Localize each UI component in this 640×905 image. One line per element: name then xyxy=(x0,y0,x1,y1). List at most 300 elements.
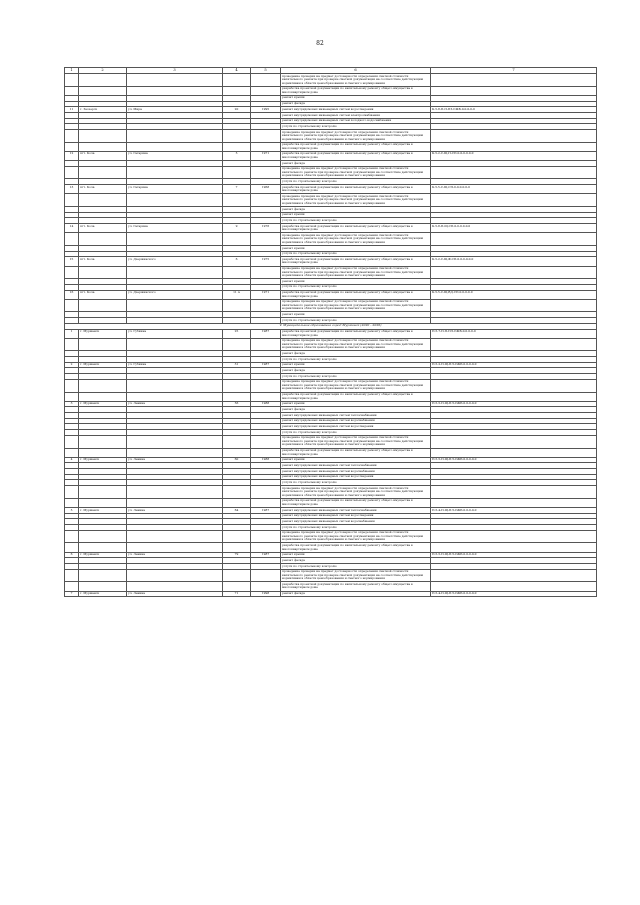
street-cell: ул. Ленина xyxy=(127,457,223,463)
row-number-cell: 11 xyxy=(65,107,79,113)
table-row xyxy=(65,130,597,143)
work-type-cell: проведение проверки на предмет достоверности определения сметной стоимости капитального ремонта при проверке сметной документации на соответствие действующим нормативам в области ценообразования и сметного нормирования xyxy=(281,130,431,143)
locality-cell xyxy=(79,74,127,87)
locality-cell xyxy=(79,543,127,552)
work-type-cell: услуги по строительному контролю xyxy=(281,179,431,185)
work-type-cell: услуги по строительному контролю xyxy=(281,284,431,290)
locality-cell xyxy=(79,435,127,448)
year-cell xyxy=(251,486,281,499)
locality-cell xyxy=(79,530,127,543)
house-number-cell xyxy=(223,74,251,87)
work-type-cell: услуги по строительному контролю xyxy=(281,124,431,130)
year-cell xyxy=(251,435,281,448)
street-cell xyxy=(127,338,223,351)
street-cell xyxy=(127,299,223,312)
row-number-cell: 2 xyxy=(65,362,79,368)
locality-cell xyxy=(79,448,127,457)
house-number-cell: 60 xyxy=(223,457,251,463)
locality-cell: г. Мурманск xyxy=(79,508,127,514)
work-type-cell: услуги по строительному контролю xyxy=(281,430,431,436)
table-row xyxy=(65,591,597,597)
year-cell: 1987 xyxy=(251,362,281,368)
row-number-cell: 4 xyxy=(65,457,79,463)
street-cell: ул. Гагарина xyxy=(127,185,223,194)
work-type-cell: разработка проектной документации по капитальному ремонту общего имущества в многоквартирном доме xyxy=(281,224,431,233)
work-type-cell: проведение проверки на предмет достоверности определения сметной стоимости капитального ремонта при проверке сметной документации на соответствие действующим нормативам в области ценообразования и сметного нормирования xyxy=(281,486,431,499)
work-type-cell: проведение проверки на предмет достоверности определения сметной стоимости капитального ремонта при проверке сметной документации на соответствие действующим нормативам в области ценообразования и сметного нормирования xyxy=(281,166,431,179)
row-number-cell: 14 xyxy=(65,224,79,233)
work-type-cell: проведение проверки на предмет достоверности определения сметной стоимости капитального ремонта при проверке сметной документации на соответствие действующим нормативам в области ценообразования и сметного нормирования xyxy=(281,194,431,207)
building-code-cell xyxy=(431,569,597,582)
work-type-cell: проведение проверки на предмет достоверности определения сметной стоимости капитального ремонта при проверке сметной документации на соответствие действующим нормативам в области ценообразования и сметного нормирования xyxy=(281,338,431,351)
table-row xyxy=(65,151,597,160)
column-header: 3 xyxy=(127,68,223,74)
row-number-cell: 16 xyxy=(65,290,79,299)
year-cell: 1975 xyxy=(251,257,281,266)
house-number-cell xyxy=(223,498,251,507)
street-cell: ул. Губкина xyxy=(127,329,223,338)
building-code-cell xyxy=(431,142,597,151)
table-row xyxy=(65,194,597,207)
house-number-cell xyxy=(223,543,251,552)
street-cell xyxy=(127,194,223,207)
column-header: 7 xyxy=(431,68,597,74)
year-cell: 1968 xyxy=(251,185,281,194)
year-cell xyxy=(251,448,281,457)
table-row xyxy=(65,379,597,392)
work-type-cell: разработка проектной документации по капитальному ремонту общего имущества в многоквартирном доме xyxy=(281,582,431,591)
work-type-cell: разработка проектной документации по капитальному ремонту общего имущества в многоквартирном доме xyxy=(281,86,431,95)
table-row xyxy=(65,392,597,401)
column-header: 2 xyxy=(79,68,127,74)
row-number-cell xyxy=(65,86,79,95)
locality-cell: г. Мурманск xyxy=(79,591,127,597)
work-type-cell: ремонт внутридомовых инженерных систем водоотведения xyxy=(281,107,431,113)
street-cell xyxy=(127,142,223,151)
building-code-cell xyxy=(431,266,597,279)
year-cell xyxy=(251,569,281,582)
building-code-cell xyxy=(431,194,597,207)
year-cell xyxy=(251,498,281,507)
table-row xyxy=(65,582,597,591)
row-number-cell xyxy=(65,569,79,582)
work-type-cell: ремонт внутридомовых инженерных систем водоотведения xyxy=(281,513,431,519)
work-type-cell: услуги по строительному контролю xyxy=(281,374,431,380)
work-type-cell: разработка проектной документации по капитальному ремонту общего имущества в многоквартирном доме xyxy=(281,257,431,266)
table-row xyxy=(65,329,597,338)
locality-cell: пгт. Кола xyxy=(79,224,127,233)
work-type-cell: ремонт внутридомовых инженерных систем водоотведения xyxy=(281,474,431,480)
work-type-cell: проведение проверки на предмет достоверности определения сметной стоимости капитального ремонта при проверке сметной документации на соответствие действующим нормативам в области ценообразования и сметного нормирования xyxy=(281,569,431,582)
house-number-cell xyxy=(223,569,251,582)
row-number-cell: 12 xyxy=(65,151,79,160)
building-code-cell: К-5-5-С-Щ-СП-0-0-0-0-0-0 xyxy=(431,185,597,194)
row-number-cell xyxy=(65,543,79,552)
table-row xyxy=(65,569,597,582)
building-code-cell xyxy=(431,299,597,312)
row-number-cell xyxy=(65,338,79,351)
work-type-cell: услуги по строительному контролю xyxy=(281,251,431,257)
locality-cell xyxy=(79,130,127,143)
work-type-cell: ремонт крыши xyxy=(281,552,431,558)
street-cell xyxy=(127,448,223,457)
house-number-cell: 31 xyxy=(223,362,251,368)
house-number-cell xyxy=(223,166,251,179)
locality-cell xyxy=(79,142,127,151)
row-number-cell xyxy=(65,142,79,151)
street-cell xyxy=(127,486,223,499)
year-cell: 1988 xyxy=(251,457,281,463)
work-type-cell: проведение проверки на предмет достоверности определения сметной стоимости капитального ремонта при проверке сметной документации на соответствие действующим нормативам в области ценообразования и сметного нормирования xyxy=(281,299,431,312)
work-type-cell: ремонт фасада xyxy=(281,407,431,413)
house-number-cell xyxy=(223,486,251,499)
locality-cell: г. Мурманск xyxy=(79,362,127,368)
year-cell xyxy=(251,299,281,312)
work-type-cell: проведение проверки на предмет достоверности определения сметной стоимости капитального ремонта при проверке сметной документации на соответствие действующим нормативам в области ценообразования и сметного нормирования xyxy=(281,435,431,448)
year-cell xyxy=(251,74,281,87)
page-number: 82 xyxy=(316,40,324,47)
locality-cell: г. Заозерск xyxy=(79,107,127,113)
building-code-cell xyxy=(431,130,597,143)
locality-cell xyxy=(79,266,127,279)
work-type-cell: ремонт фасада xyxy=(281,368,431,374)
row-number-cell xyxy=(65,392,79,401)
capital-repair-table xyxy=(64,67,597,597)
house-number-cell: 20 xyxy=(223,107,251,113)
house-number-cell xyxy=(223,130,251,143)
building-code-cell xyxy=(431,582,597,591)
building-code-cell: П-5-2-П-Щ-ПЛ-СЖБ-0-0-0-0-0 xyxy=(431,362,597,368)
work-type-cell: проведение проверки на предмет достоверности определения сметной стоимости капитального ремонта при проверке сметной документации на соответствие действующим нормативам в области ценообразования и сметного нормирования xyxy=(281,379,431,392)
work-type-cell: услуги по строительному контролю xyxy=(281,480,431,486)
year-cell: 1987 xyxy=(251,329,281,338)
house-number-cell: 56 xyxy=(223,401,251,407)
work-type-cell: услуги по строительному контролю xyxy=(281,357,431,363)
table-row xyxy=(65,290,597,299)
street-cell xyxy=(127,498,223,507)
work-type-cell: ремонт крыши xyxy=(281,245,431,251)
year-cell: 1987 xyxy=(251,552,281,558)
work-type-cell: услуги по строительному контролю xyxy=(281,525,431,531)
year-cell: 1995 xyxy=(251,107,281,113)
locality-cell xyxy=(79,233,127,246)
building-code-cell xyxy=(431,338,597,351)
building-code-cell xyxy=(431,486,597,499)
house-number-cell xyxy=(223,379,251,392)
street-cell: ул. Гагарина xyxy=(127,151,223,160)
house-number-cell xyxy=(223,448,251,457)
row-number-cell xyxy=(65,266,79,279)
street-cell xyxy=(127,166,223,179)
year-cell xyxy=(251,543,281,552)
row-number-cell: 7 xyxy=(65,591,79,597)
building-code-cell: П-5-4-П-Щ-ПЛ-СЖБ-0-0-0-0-0 xyxy=(431,591,597,597)
row-number-cell: 3 xyxy=(65,401,79,407)
locality-cell xyxy=(79,166,127,179)
locality-cell xyxy=(79,299,127,312)
work-type-cell: ремонт крыши xyxy=(281,212,431,218)
year-cell xyxy=(251,338,281,351)
house-number-cell xyxy=(223,233,251,246)
house-number-cell: 25 xyxy=(223,329,251,338)
work-type-cell: разработка проектной документации по капитальному ремонту общего имущества в многоквартирном доме xyxy=(281,543,431,552)
house-number-cell: 6 xyxy=(223,257,251,266)
row-number-cell xyxy=(65,448,79,457)
house-number-cell: 71 xyxy=(223,591,251,597)
row-number-cell xyxy=(65,379,79,392)
building-code-cell xyxy=(431,166,597,179)
building-code-cell xyxy=(431,379,597,392)
work-type-cell: разработка проектной документации по капитальному ремонту общего имущества в многоквартирном доме xyxy=(281,329,431,338)
work-type-cell: услуги по строительному контролю xyxy=(281,318,431,324)
year-cell: 1971 xyxy=(251,290,281,299)
table-row xyxy=(65,486,597,499)
work-type-cell: разработка проектной документации по капитальному ремонту общего имущества в многоквартирном доме xyxy=(281,142,431,151)
house-number-cell: 64 xyxy=(223,508,251,514)
street-cell xyxy=(127,582,223,591)
house-number-cell xyxy=(223,142,251,151)
table-row xyxy=(65,338,597,351)
table-row xyxy=(65,224,597,233)
work-type-cell: проведение проверки на предмет достоверности определения сметной стоимости капитального ремонта при проверке сметной документации на соответствие действующим нормативам в области ценообразования и сметного нормирования xyxy=(281,233,431,246)
row-number-cell xyxy=(65,486,79,499)
row-number-cell xyxy=(65,498,79,507)
house-number-cell xyxy=(223,435,251,448)
locality-cell: г. Мурманск xyxy=(79,552,127,558)
work-type-cell: ремонт внутридомовых инженерных систем теплоснабжения xyxy=(281,463,431,469)
street-cell xyxy=(127,266,223,279)
year-cell xyxy=(251,530,281,543)
work-type-cell: ремонт внутридомовых инженерных систем водоотведения xyxy=(281,424,431,430)
work-type-cell: разработка проектной документации по капитальному ремонту общего имущества в многоквартирном доме xyxy=(281,151,431,160)
street-cell: ул. Ленина xyxy=(127,508,223,514)
work-type-cell: разработка проектной документации по капитальному ремонту общего имущества в многоквартирном доме xyxy=(281,392,431,401)
work-type-cell: проведение проверки на предмет достоверности определения сметной стоимости капитального ремонта при проверке сметной документации на соответствие действующим нормативам в области ценообразования и сметного нормирования xyxy=(281,530,431,543)
section-title: V. Муниципальное образование город Мурманск (2020 - 2026) xyxy=(65,323,597,329)
building-code-cell xyxy=(431,448,597,457)
work-type-cell: ремонт фасада xyxy=(281,161,431,167)
row-number-cell xyxy=(65,74,79,87)
locality-cell xyxy=(79,379,127,392)
year-cell: 1987 xyxy=(251,508,281,514)
building-code-cell: П-5-5-П-Щ-ПЛ-СЖБ-0-0-0-0-0 xyxy=(431,401,597,407)
building-code-cell: К-5-8-П-Щ-СП-0-0-0-0-0-0 xyxy=(431,224,597,233)
year-cell xyxy=(251,194,281,207)
year-cell: 1998 xyxy=(251,591,281,597)
table-row xyxy=(65,266,597,279)
locality-cell: пгт. Кола xyxy=(79,151,127,160)
work-type-cell: проведение проверки на предмет достоверности определения сметной стоимости капитального ремонта при проверке сметной документации на соответствие действующим нормативам в области ценообразования и сметного нормирования xyxy=(281,74,431,87)
table-row xyxy=(65,142,597,151)
building-code-cell: К-5-5-С-Щ-ВД-СП-0-0-0-0-0 xyxy=(431,290,597,299)
work-type-cell: ремонт внутридомовых инженерных систем холодного водоснабжения xyxy=(281,118,431,124)
work-type-cell: ремонт крыши xyxy=(281,312,431,318)
work-type-cell: ремонт фасада xyxy=(281,351,431,357)
house-number-cell: 11 А xyxy=(223,290,251,299)
street-cell xyxy=(127,233,223,246)
row-number-cell xyxy=(65,166,79,179)
year-cell: 1971 xyxy=(251,151,281,160)
locality-cell xyxy=(79,498,127,507)
street-cell: ул. Ленина xyxy=(127,401,223,407)
row-number-cell xyxy=(65,130,79,143)
locality-cell xyxy=(79,582,127,591)
locality-cell: пгт. Кола xyxy=(79,185,127,194)
work-type-cell: разработка проектной документации по капитальному ремонту общего имущества в многоквартирном доме xyxy=(281,290,431,299)
work-type-cell: ремонт внутридомовых инженерных систем теплоснабжения xyxy=(281,508,431,514)
year-cell: 1976 xyxy=(251,224,281,233)
building-code-cell xyxy=(431,530,597,543)
locality-cell xyxy=(79,338,127,351)
building-code-cell xyxy=(431,74,597,87)
house-number-cell: 7 xyxy=(223,185,251,194)
street-cell: ул. Мира xyxy=(127,107,223,113)
year-cell xyxy=(251,233,281,246)
table-row xyxy=(65,498,597,507)
work-type-cell: ремонт фасада xyxy=(281,591,431,597)
table-row xyxy=(65,185,597,194)
work-type-cell: ремонт внутридомовых инженерных систем водоснабжения xyxy=(281,469,431,475)
column-header: 1 xyxy=(65,68,79,74)
column-header: 4 xyxy=(223,68,251,74)
work-type-cell: разработка проектной документации по капитальному ремонту общего имущества в многоквартирном доме xyxy=(281,185,431,194)
street-cell: ул. Дзержинского xyxy=(127,257,223,266)
building-code-cell xyxy=(431,435,597,448)
row-number-cell xyxy=(65,530,79,543)
row-number-cell xyxy=(65,194,79,207)
street-cell xyxy=(127,435,223,448)
building-code-cell: П-5-5-П-Щ-ПЛ-СЖБ-0-0-0-0-0 xyxy=(431,552,597,558)
year-cell xyxy=(251,130,281,143)
table-row xyxy=(65,435,597,448)
locality-cell: пгт. Кола xyxy=(79,257,127,266)
year-cell xyxy=(251,266,281,279)
building-code-cell: П-5-7-П-П-ПЛ-СЖБ-0-0-0-0-0 xyxy=(431,329,597,338)
work-type-cell: разработка проектной документации по капитальному ремонту общего имущества в многоквартирном доме xyxy=(281,498,431,507)
locality-cell xyxy=(79,392,127,401)
street-cell xyxy=(127,74,223,87)
table-row xyxy=(65,448,597,457)
building-code-cell xyxy=(431,392,597,401)
building-code-cell xyxy=(431,86,597,95)
table-row xyxy=(65,530,597,543)
year-cell xyxy=(251,166,281,179)
row-number-cell: 1 xyxy=(65,329,79,338)
house-number-cell xyxy=(223,194,251,207)
work-type-cell: ремонт внутридомовых инженерных систем теплоснабжения xyxy=(281,413,431,419)
locality-cell xyxy=(79,486,127,499)
year-cell xyxy=(251,392,281,401)
street-cell: ул. Дзержинского xyxy=(127,290,223,299)
row-number-cell xyxy=(65,299,79,312)
house-number-cell: 9 xyxy=(223,224,251,233)
table-row xyxy=(65,257,597,266)
locality-cell xyxy=(79,194,127,207)
building-code-cell: К-5-2-С-Щ-Ф-СП-0-0-0-0-0-0 xyxy=(431,257,597,266)
street-cell: ул. Гагарина xyxy=(127,224,223,233)
work-type-cell: проведение проверки на предмет достоверности определения сметной стоимости капитального ремонта при проверке сметной документации на соответствие действующим нормативам в области ценообразования и сметного нормирования xyxy=(281,266,431,279)
work-type-cell: ремонт внутридомовых инженерных систем водоснабжения xyxy=(281,519,431,525)
street-cell xyxy=(127,530,223,543)
house-number-cell xyxy=(223,530,251,543)
building-code-cell: П-5-5-П-Щ-ПЛ-СЖБ-0-0-0-0-0 xyxy=(431,457,597,463)
row-number-cell xyxy=(65,233,79,246)
work-type-cell: услуги по строительному контролю xyxy=(281,218,431,224)
row-number-cell: 13 xyxy=(65,185,79,194)
building-code-cell: К-5-8-П-П-ПЗ-СЖБ-0-0-0-0-0 xyxy=(431,107,597,113)
street-cell xyxy=(127,86,223,95)
locality-cell: пгт. Кола xyxy=(79,290,127,299)
locality-cell xyxy=(79,569,127,582)
street-cell xyxy=(127,543,223,552)
year-cell xyxy=(251,86,281,95)
street-cell: ул. Ленина xyxy=(127,591,223,597)
locality-cell: г. Мурманск xyxy=(79,401,127,407)
row-number-cell xyxy=(65,582,79,591)
house-number-cell: 5 xyxy=(223,151,251,160)
year-cell xyxy=(251,379,281,392)
table-row xyxy=(65,74,597,87)
row-number-cell xyxy=(65,435,79,448)
work-type-cell: ремонт крыши xyxy=(281,401,431,407)
work-type-cell: услуги по строительному контролю xyxy=(281,564,431,570)
work-type-cell: ремонт фасада xyxy=(281,207,431,213)
building-code-cell xyxy=(431,233,597,246)
year-cell: 1988 xyxy=(251,401,281,407)
work-type-cell: ремонт фасада xyxy=(281,101,431,107)
column-header: 6 xyxy=(281,68,431,74)
work-type-cell: ремонт крыши xyxy=(281,362,431,368)
work-type-cell: ремонт фасада xyxy=(281,558,431,564)
work-type-cell: ремонт внутридомовых инженерных систем электроснабжения xyxy=(281,112,431,118)
street-cell xyxy=(127,392,223,401)
table-row xyxy=(65,86,597,95)
house-number-cell xyxy=(223,582,251,591)
work-type-cell: ремонт внутридомовых инженерных систем водоснабжения xyxy=(281,418,431,424)
table-row xyxy=(65,299,597,312)
house-number-cell xyxy=(223,266,251,279)
row-number-cell: 15 xyxy=(65,257,79,266)
work-type-cell: ремонт крыши xyxy=(281,279,431,285)
locality-cell xyxy=(79,86,127,95)
work-type-cell: ремонт крыши xyxy=(281,95,431,101)
street-cell xyxy=(127,130,223,143)
street-cell xyxy=(127,379,223,392)
table-row xyxy=(65,233,597,246)
locality-cell: г. Мурманск xyxy=(79,457,127,463)
building-code-cell xyxy=(431,543,597,552)
house-number-cell: 79 xyxy=(223,552,251,558)
work-type-cell: разработка проектной документации по капитальному ремонту общего имущества в многоквартирном доме xyxy=(281,448,431,457)
house-number-cell xyxy=(223,392,251,401)
house-number-cell xyxy=(223,86,251,95)
street-cell: ул. Губкина xyxy=(127,362,223,368)
row-number-cell: 6 xyxy=(65,552,79,558)
street-cell: ул. Ленина xyxy=(127,552,223,558)
work-type-cell: ремонт крыши xyxy=(281,457,431,463)
year-cell xyxy=(251,582,281,591)
table-body xyxy=(65,68,597,597)
street-cell xyxy=(127,569,223,582)
year-cell xyxy=(251,142,281,151)
house-number-cell xyxy=(223,338,251,351)
table-row xyxy=(65,543,597,552)
column-header: 5 xyxy=(251,68,281,74)
house-number-cell xyxy=(223,299,251,312)
building-code-cell xyxy=(431,498,597,507)
building-code-cell: К-5-2-С-Щ-П-СП-0-0-0-0-0-0 xyxy=(431,151,597,160)
locality-cell: г. Мурманск xyxy=(79,329,127,338)
